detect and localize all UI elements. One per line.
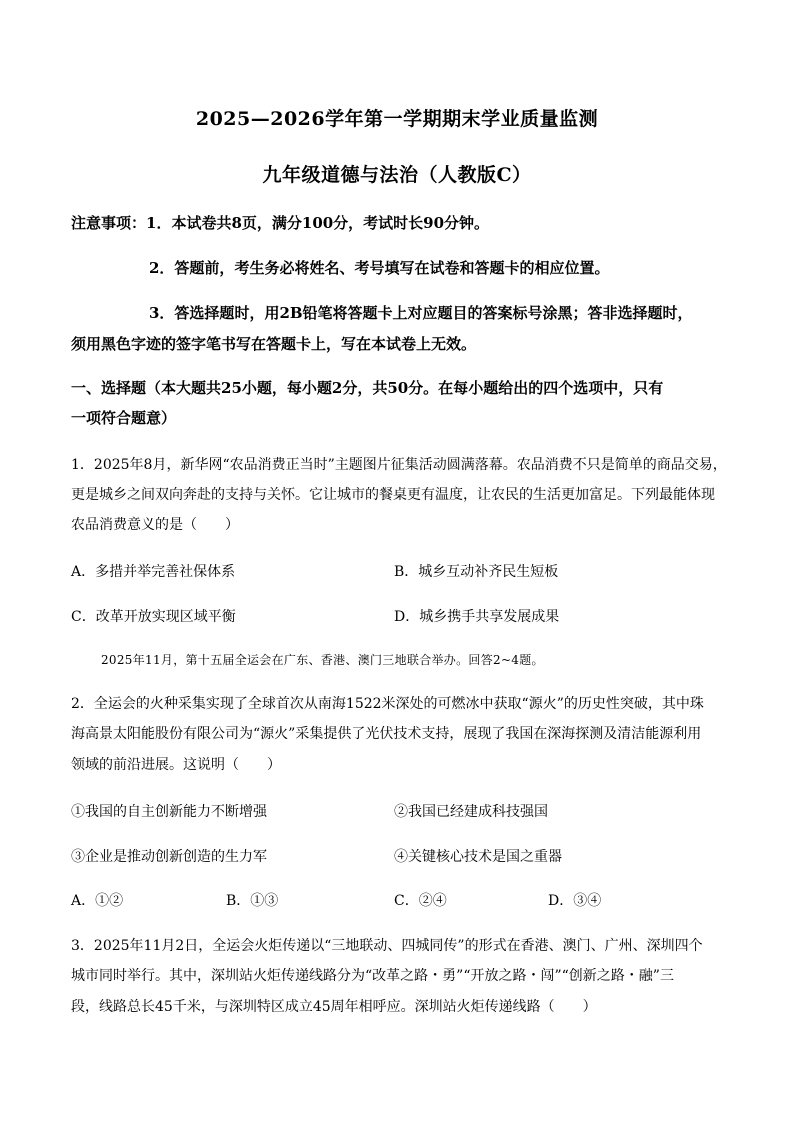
- q2-stem-line-3: 领域的前沿进展。这说明（ ）: [71, 757, 281, 773]
- q1-stem-line-1: 1．2025年8月，新华网“农品消费正当时”主题图片征集活动圆满落幕。农品消费不只是简单的商品交易，: [71, 457, 727, 473]
- q2-statement-2: ②我国已经建成科技强国: [394, 804, 548, 820]
- q2-option-a: A．①②: [71, 893, 124, 909]
- section-heading-line-1: 一、选择题（本大题共25小题，每小题2分，共50分。在每小题给出的四个选项中，只有: [71, 379, 664, 397]
- notes-line-1: 注意事项：1．本试卷共8页，满分100分，考试时长90分钟。: [71, 214, 490, 232]
- notes-line-3b: 须用黑色字迹的签字笔书写在答题卡上，写在本试卷上无效。: [71, 335, 477, 353]
- q3-stem-line-3: 段，线路总长45千米，与深圳特区成立45周年相呼应。深圳站火炬传递线路（ ）: [71, 999, 597, 1015]
- q1-option-d: D．城乡携手共享发展成果: [394, 609, 560, 625]
- q2-statement-4: ④关键核心技术是国之重器: [394, 849, 562, 865]
- exam-title: 2025—2026学年第一学期期末学业质量监测: [195, 108, 599, 130]
- q3-stem-line-1: 3．2025年11月2日，全运会火炬传递以“三地联动、四城同传”的形式在香港、澳门、广州、深圳四个: [71, 938, 703, 954]
- q2-statement-3: ③企业是推动创新创造的生力军: [71, 849, 267, 865]
- material-intro: 2025年11月，第十五届全运会在广东、香港、澳门三地联合举办。回答2~4题。: [101, 653, 544, 667]
- q2-stem-line-2: 海高景太阳能股份有限公司为“源火”采集提供了光伏技术支持，展现了我国在深海探测及清洁能源利用: [71, 726, 702, 742]
- q3-stem-line-2: 城市同时举行。其中，深圳站火炬传递线路分为“改革之路・勇”“开放之路・闯”“创新之路・融”三: [71, 968, 674, 984]
- q2-option-c: C．②④: [394, 893, 447, 909]
- notes-line-3a: 3．答选择题时，用2B铅笔将答题卡上对应题目的答案标号涂黑；答非选择题时，: [149, 304, 693, 322]
- section-heading-line-2: 一项符合题意）: [71, 409, 177, 427]
- q2-option-b: B．①③: [226, 893, 279, 909]
- q2-statement-1: ①我国的自主创新能力不断增强: [71, 804, 267, 820]
- q1-stem-line-3: 农品消费意义的是（ ）: [71, 517, 239, 533]
- exam-subtitle: 九年级道德与法治（人教版C）: [262, 164, 532, 186]
- q1-option-b: B．城乡互动补齐民生短板: [394, 564, 559, 580]
- q1-option-a: A．多措并举完善社保体系: [71, 564, 236, 580]
- notes-line-2: 2．答题前，考生务必将姓名、考号填写在试卷和答题卡的相应位置。: [149, 259, 610, 277]
- q2-option-d: D．③④: [548, 893, 602, 909]
- q1-stem-line-2: 更是城乡之间双向奔赴的支持与关怀。它让城市的餐桌更有温度，让农民的生活更加富足。下列最能体现: [71, 487, 715, 503]
- q1-option-c: C．改革开放实现区域平衡: [71, 609, 236, 625]
- q2-stem-line-1: 2．全运会的火种采集实现了全球首次从南海1522米深处的可燃冰中获取“源火”的历史性突破，其中珠: [71, 696, 704, 712]
